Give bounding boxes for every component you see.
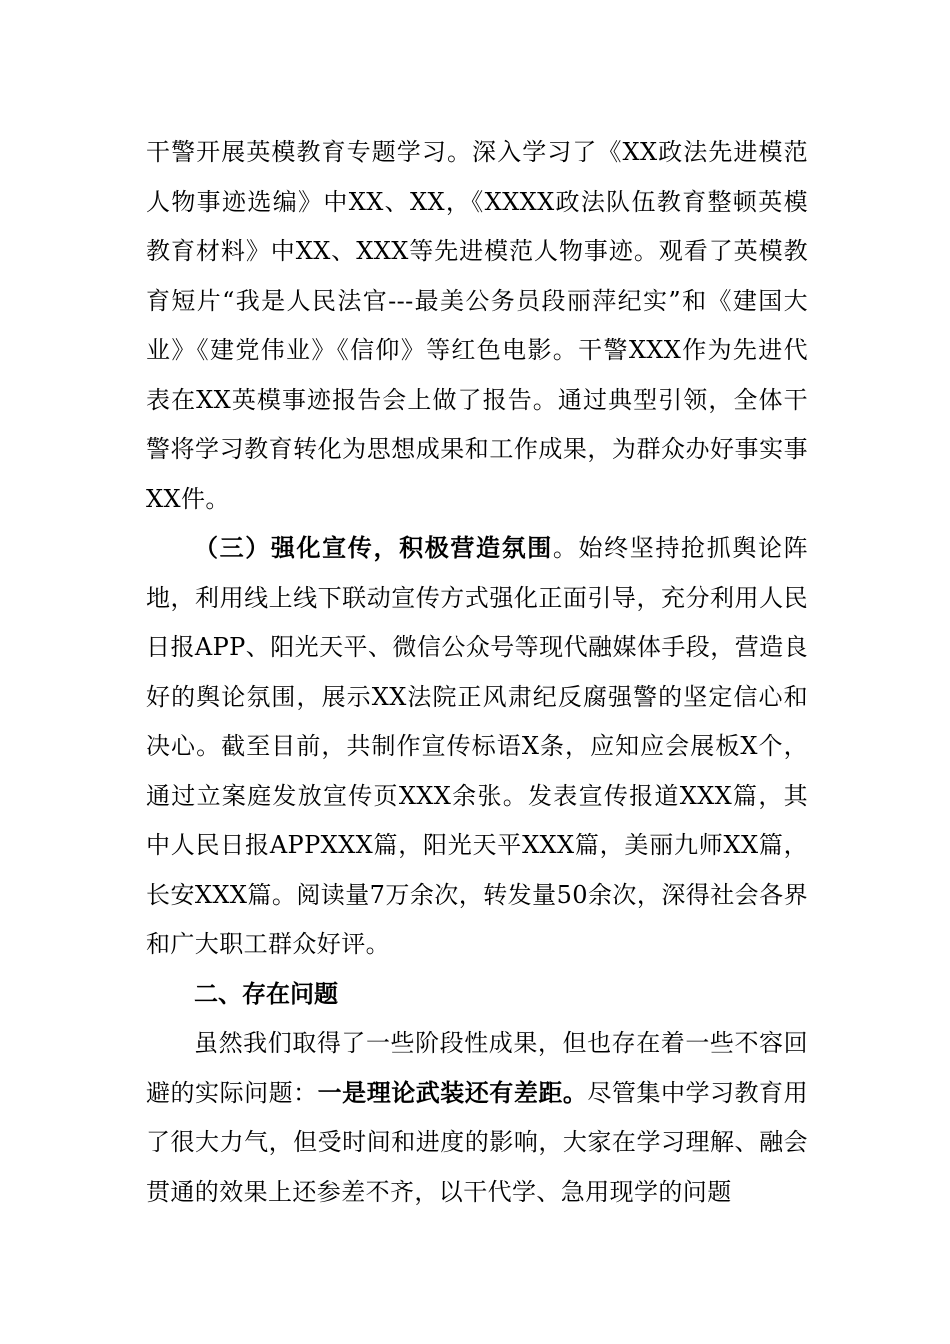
paragraph-english-model-study: 干警开展英模教育专题学习。深入学习了《XX政法先进模范人物事迹选编》中XX、XX，《XXXX政法队伍教育整顿英模教育材料》中XX、XXX等先进模范人物事迹。观看了英模教育短片“我是人民法官---最美公务员段丽萍纪实”和《建国大业》《建党伟业》《信仰》等红色电影。干警XXX作为先进代表在XX英模事迹报告会上做了报告。通过典型引领，全体干警将学习教育转化为思想成果和工作成果，为群众办好事实事XX件。 bbox=[146, 138, 808, 513]
paragraph-problems bbox=[146, 1019, 808, 1217]
problem-one-heading: 一是理论武装还有差距。 bbox=[317, 1078, 588, 1107]
paragraph-publicity-body: 。始终坚持抢抓舆论阵地，利用线上线下联动宣传方式强化正面引导，充分利用人民日报APP、阳光天平、微信公众号等现代融媒体手段，营造良好的舆论氛围，展示XX法院正风肃纪反腐强警的坚定信心和决心。截至目前，共制作宣传标语X条，应知应会展板X个，通过立案庭发放宣传页XXX余张。发表宣传报道XXX篇，其中人民日报APPXXX篇，阳光天平XXX篇，美丽九师XX篇，长安XXX篇。阅读量7万余次，转发量50余次，深得社会各界和广大职工群众好评。 bbox=[146, 534, 808, 958]
paragraph-problems-intro: 虽然我们取得了一些阶段性成果，但也存在着一些不容回避的实际问题： bbox=[146, 1029, 808, 1107]
document-page bbox=[146, 128, 808, 1217]
section-heading-problems: 二、存在问题 bbox=[194, 979, 338, 1008]
paragraph-publicity bbox=[146, 524, 808, 970]
subsection-heading-publicity: （三）强化宣传，积极营造氛围 bbox=[194, 534, 553, 562]
paragraph-problems-body: 尽管集中学习教育用了很大力气，但受时间和进度的影响，大家在学习理解、融会贯通的效果上还参差不齐，以干代学、急用现学的问题 bbox=[146, 1078, 808, 1206]
